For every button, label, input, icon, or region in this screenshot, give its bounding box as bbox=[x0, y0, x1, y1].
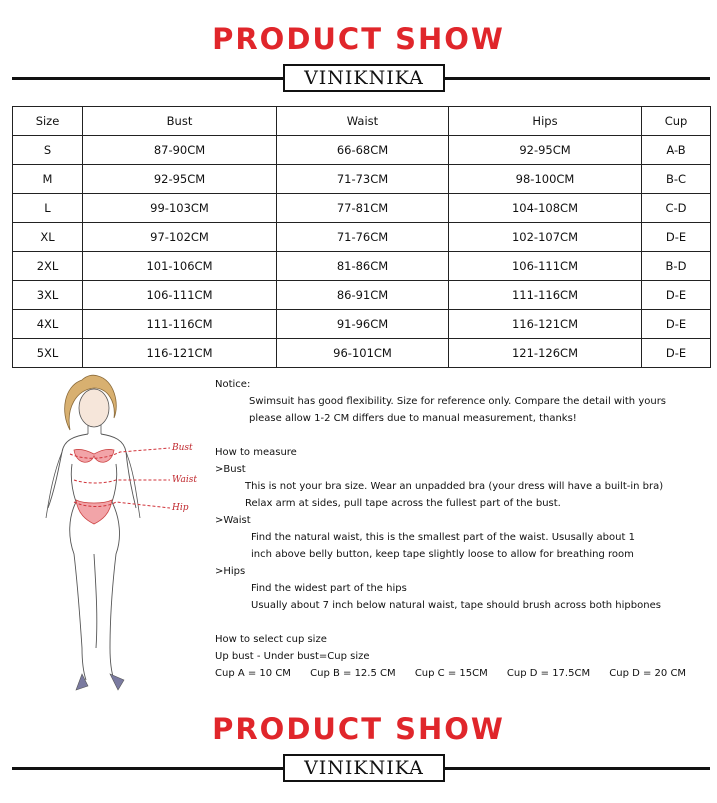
cup-value: Cup A = 10 CM bbox=[215, 668, 291, 679]
cell-bust: 116-121CM bbox=[83, 339, 277, 368]
cup-heading: How to select cup size bbox=[215, 634, 327, 645]
cell-hips: 116-121CM bbox=[449, 310, 642, 339]
cell-bust: 111-116CM bbox=[83, 310, 277, 339]
cell-bust: 92-95CM bbox=[83, 165, 277, 194]
cell-size: 4XL bbox=[13, 310, 83, 339]
cell-waist: 77-81CM bbox=[277, 194, 449, 223]
cell-hips: 98-100CM bbox=[449, 165, 642, 194]
table-row bbox=[13, 194, 711, 223]
cell-waist: 86-91CM bbox=[277, 281, 449, 310]
cup-value: Cup C = 15CM bbox=[414, 668, 488, 679]
waist-label: Waist bbox=[172, 475, 197, 485]
bust-instruction: This is not your bra size. Wear an unpadded bra (your dress will have a built-in bra) bbox=[245, 481, 664, 492]
table-row bbox=[13, 165, 711, 194]
cell-hips: 102-107CM bbox=[449, 223, 642, 252]
cell-waist: 71-76CM bbox=[277, 223, 449, 252]
cell-cup: B-C bbox=[642, 165, 711, 194]
bust-instruction: Relax arm at sides, pull tape across the fullest part of the bust. bbox=[245, 498, 561, 509]
cell-bust: 99-103CM bbox=[83, 194, 277, 223]
waist-instruction: inch above belly button, keep tape slightly loose to allow for breathing room bbox=[251, 549, 634, 560]
cell-hips: 104-108CM bbox=[449, 194, 642, 223]
cell-cup: A-B bbox=[642, 136, 711, 165]
footer-product-show-title: PRODUCT SHOW bbox=[212, 712, 505, 746]
cell-size: 2XL bbox=[13, 252, 83, 281]
figure-bottom bbox=[76, 500, 112, 524]
cell-size: S bbox=[13, 136, 83, 165]
cell-waist: 81-86CM bbox=[277, 252, 449, 281]
product-show-title: PRODUCT SHOW bbox=[212, 22, 505, 56]
cell-size: L bbox=[13, 194, 83, 223]
column-header-size: Size bbox=[13, 107, 83, 136]
bust-label: Bust bbox=[172, 443, 193, 453]
cup-value: Cup D = 20 CM bbox=[609, 668, 687, 679]
size-notes bbox=[215, 376, 710, 682]
figure-shoes bbox=[76, 674, 124, 690]
cell-hips: 106-111CM bbox=[449, 252, 642, 281]
hip-label: Hip bbox=[172, 503, 189, 513]
notice-line: Swimsuit has good flexibility. Size for reference only. Compare the detail with yours bbox=[249, 396, 667, 407]
cell-cup: D-E bbox=[642, 223, 711, 252]
cell-waist: 96-101CM bbox=[277, 339, 449, 368]
cell-bust: 87-90CM bbox=[83, 136, 277, 165]
hips-instruction: Find the widest part of the hips bbox=[251, 583, 407, 594]
bust-section-label: >Bust bbox=[215, 464, 246, 475]
column-header-waist: Waist bbox=[277, 107, 449, 136]
hips-section-label: >Hips bbox=[215, 566, 246, 577]
cell-hips: 111-116CM bbox=[449, 281, 642, 310]
cell-bust: 101-106CM bbox=[83, 252, 277, 281]
column-header-bust: Bust bbox=[83, 107, 277, 136]
table-row bbox=[13, 339, 711, 368]
cell-waist: 91-96CM bbox=[277, 310, 449, 339]
waist-instruction: Find the natural waist, this is the smallest part of the waist. Ususally about 1 bbox=[251, 532, 635, 543]
cell-waist: 66-68CM bbox=[277, 136, 449, 165]
figure-body bbox=[48, 434, 136, 680]
cup-value: Cup D = 17.5CM bbox=[506, 668, 591, 679]
cell-bust: 106-111CM bbox=[83, 281, 277, 310]
table-row bbox=[13, 252, 711, 281]
cup-value: Cup B = 12.5 CM bbox=[310, 668, 396, 679]
waist-section-label: >Waist bbox=[215, 515, 251, 526]
cell-cup: D-E bbox=[642, 310, 711, 339]
notice-heading: Notice: bbox=[215, 379, 251, 390]
figure-head bbox=[79, 389, 109, 427]
cell-size: 5XL bbox=[13, 339, 83, 368]
table-row bbox=[13, 281, 711, 310]
cell-cup: D-E bbox=[642, 339, 711, 368]
cell-waist: 71-73CM bbox=[277, 165, 449, 194]
column-header-hips: Hips bbox=[449, 107, 642, 136]
measure-heading: How to measure bbox=[215, 447, 297, 458]
footer-brand-logo: VINIKNIKA bbox=[283, 754, 445, 782]
notice-line: please allow 1-2 CM differs due to manual measurement, thanks! bbox=[249, 413, 577, 424]
cell-cup: D-E bbox=[642, 281, 711, 310]
hips-instruction: Usually about 7 inch below natural waist, tape should brush across both hipbones bbox=[251, 600, 661, 611]
table-row bbox=[13, 223, 711, 252]
cell-cup: C-D bbox=[642, 194, 711, 223]
brand-divider bbox=[12, 64, 710, 98]
cell-bust: 97-102CM bbox=[83, 223, 277, 252]
cell-hips: 121-126CM bbox=[449, 339, 642, 368]
measurement-figure-illustration bbox=[24, 368, 214, 698]
cell-hips: 92-95CM bbox=[449, 136, 642, 165]
brand-logo: VINIKNIKA bbox=[283, 64, 445, 92]
cell-size: XL bbox=[13, 223, 83, 252]
table-row bbox=[13, 310, 711, 339]
table-row bbox=[13, 136, 711, 165]
size-chart-table bbox=[12, 106, 711, 368]
cup-values-row bbox=[215, 665, 710, 682]
table-header-row bbox=[13, 107, 711, 136]
column-header-cup: Cup bbox=[642, 107, 711, 136]
cell-cup: B-D bbox=[642, 252, 711, 281]
figure-bra bbox=[74, 449, 114, 462]
cell-size: M bbox=[13, 165, 83, 194]
footer-brand-divider bbox=[12, 754, 710, 788]
cup-formula: Up bust - Under bust=Cup size bbox=[215, 651, 370, 662]
cell-size: 3XL bbox=[13, 281, 83, 310]
